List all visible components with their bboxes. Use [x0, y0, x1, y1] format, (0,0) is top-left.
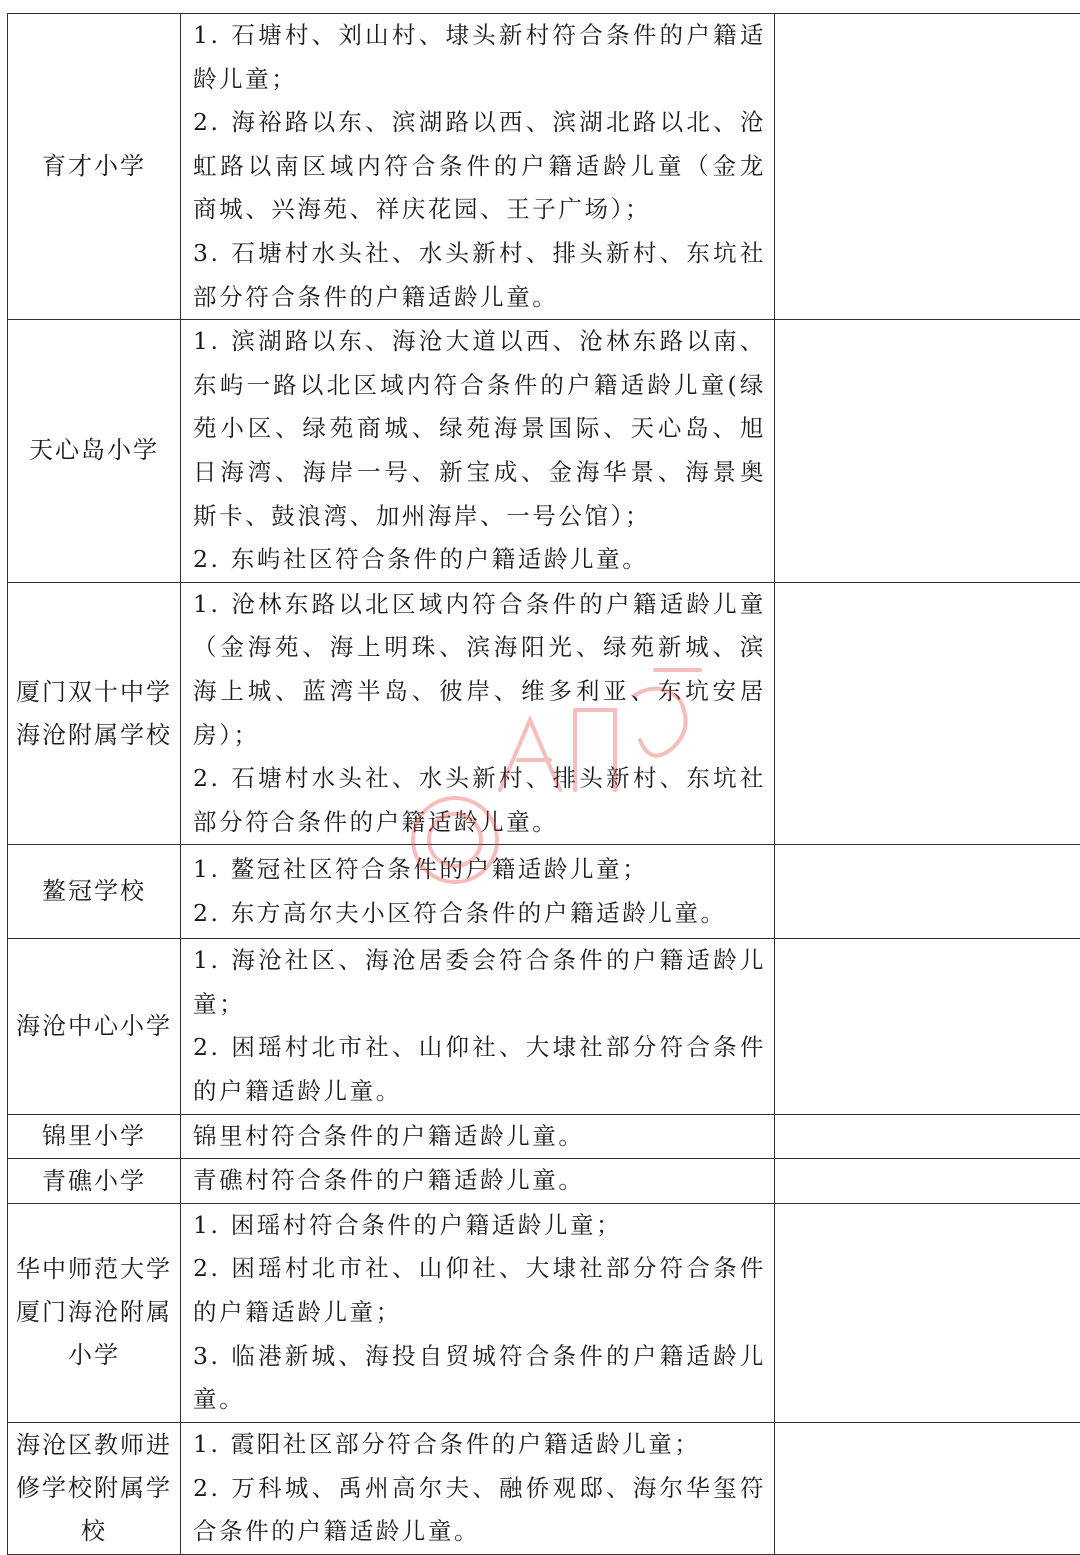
enrollment-area-cell — [181, 1422, 775, 1554]
enrollment-area-item: 2. 东方高尔夫小区符合条件的户籍适龄儿童。 — [193, 892, 766, 936]
school-name-cell: 海沧区教师进修学校附属学校 — [8, 1422, 181, 1554]
table-row — [8, 1422, 1080, 1554]
enrollment-area-cell — [181, 1203, 775, 1422]
enrollment-area-item: 1. 滨湖路以东、海沧大道以西、沧林东路以南、东屿一路以北区域内符合条件的户籍适龄儿童(绿苑小区、绿苑商城、绿苑海景国际、天心岛、旭日海湾、海岸一号、新宝成、金海华景、海景奥斯卡、鼓浪湾、加州海岸、一号公馆）； — [193, 320, 766, 538]
table-row — [8, 1203, 1080, 1422]
enrollment-area-cell — [181, 582, 775, 845]
remarks-cell — [775, 1114, 1080, 1159]
school-name-cell: 天心岛小学 — [8, 320, 181, 583]
remarks-cell — [775, 845, 1080, 939]
school-zone-table-body — [8, 14, 1080, 1555]
enrollment-area-item: 3. 石塘村水头社、水头新村、排头新村、东坑社部分符合条件的户籍适龄儿童。 — [193, 232, 766, 319]
enrollment-area-cell — [181, 320, 775, 583]
table-row — [8, 939, 1080, 1114]
enrollment-area-item: 1. 鳌冠社区符合条件的户籍适龄儿童； — [193, 848, 766, 892]
enrollment-area-item: 2. 石塘村水头社、水头新村、排头新村、东坑社部分符合条件的户籍适龄儿童。 — [193, 757, 766, 844]
table-row — [8, 1114, 1080, 1159]
enrollment-area-cell — [181, 1159, 775, 1204]
school-name-cell: 厦门双十中学海沧附属学校 — [8, 582, 181, 845]
school-name-cell: 海沧中心小学 — [8, 939, 181, 1114]
enrollment-area-item: 1. 海沧社区、海沧居委会符合条件的户籍适龄儿童； — [193, 939, 766, 1026]
school-name-cell: 华中师范大学厦门海沧附属小学 — [8, 1203, 181, 1422]
school-name-cell: 鳌冠学校 — [8, 845, 181, 939]
school-zone-table — [7, 13, 1080, 1555]
school-name-cell: 育才小学 — [8, 14, 181, 320]
enrollment-area-item: 2. 海裕路以东、滨湖路以西、滨湖北路以北、沧虹路以南区域内符合条件的户籍适龄儿童（金龙商城、兴海苑、祥庆花园、王子广场）； — [193, 101, 766, 232]
remarks-cell — [775, 582, 1080, 845]
enrollment-area-item: 1. 困瑶村符合条件的户籍适龄儿童； — [193, 1204, 766, 1248]
enrollment-area-item: 1. 沧林东路以北区域内符合条件的户籍适龄儿童（金海苑、海上明珠、滨海阳光、绿苑新城、滨海上城、蓝湾半岛、彼岸、维多利亚、东坑安居房）； — [193, 583, 766, 757]
table-row — [8, 845, 1080, 939]
enrollment-area-cell — [181, 939, 775, 1114]
school-name-cell: 锦里小学 — [8, 1114, 181, 1159]
remarks-cell — [775, 1422, 1080, 1554]
enrollment-area-cell — [181, 1114, 775, 1159]
school-name-cell: 青礁小学 — [8, 1159, 181, 1204]
enrollment-area-item: 3. 临港新城、海投自贸城符合条件的户籍适龄儿童。 — [193, 1335, 766, 1422]
enrollment-area-item: 锦里村符合条件的户籍适龄儿童。 — [193, 1115, 766, 1159]
remarks-cell — [775, 1159, 1080, 1204]
remarks-cell — [775, 320, 1080, 583]
remarks-cell — [775, 939, 1080, 1114]
table-row — [8, 1159, 1080, 1204]
remarks-cell — [775, 14, 1080, 320]
enrollment-area-item: 1. 霞阳社区部分符合条件的户籍适龄儿童； — [193, 1423, 766, 1467]
table-row — [8, 582, 1080, 845]
table-row — [8, 14, 1080, 320]
enrollment-area-item: 2. 困瑶村北市社、山仰社、大埭社部分符合条件的户籍适龄儿童； — [193, 1247, 766, 1334]
enrollment-area-item: 2. 东屿社区符合条件的户籍适龄儿童。 — [193, 538, 766, 582]
remarks-cell — [775, 1203, 1080, 1422]
enrollment-area-item: 2. 万科城、禹州高尔夫、融侨观邸、海尔华玺符合条件的户籍适龄儿童。 — [193, 1467, 766, 1554]
enrollment-area-cell — [181, 14, 775, 320]
enrollment-area-item: 2. 困瑶村北市社、山仰社、大埭社部分符合条件的户籍适龄儿童。 — [193, 1026, 766, 1113]
enrollment-area-cell — [181, 845, 775, 939]
enrollment-area-item: 青礁村符合条件的户籍适龄儿童。 — [193, 1159, 766, 1203]
enrollment-area-item: 1. 石塘村、刘山村、埭头新村符合条件的户籍适龄儿童； — [193, 14, 766, 101]
table-row — [8, 320, 1080, 583]
